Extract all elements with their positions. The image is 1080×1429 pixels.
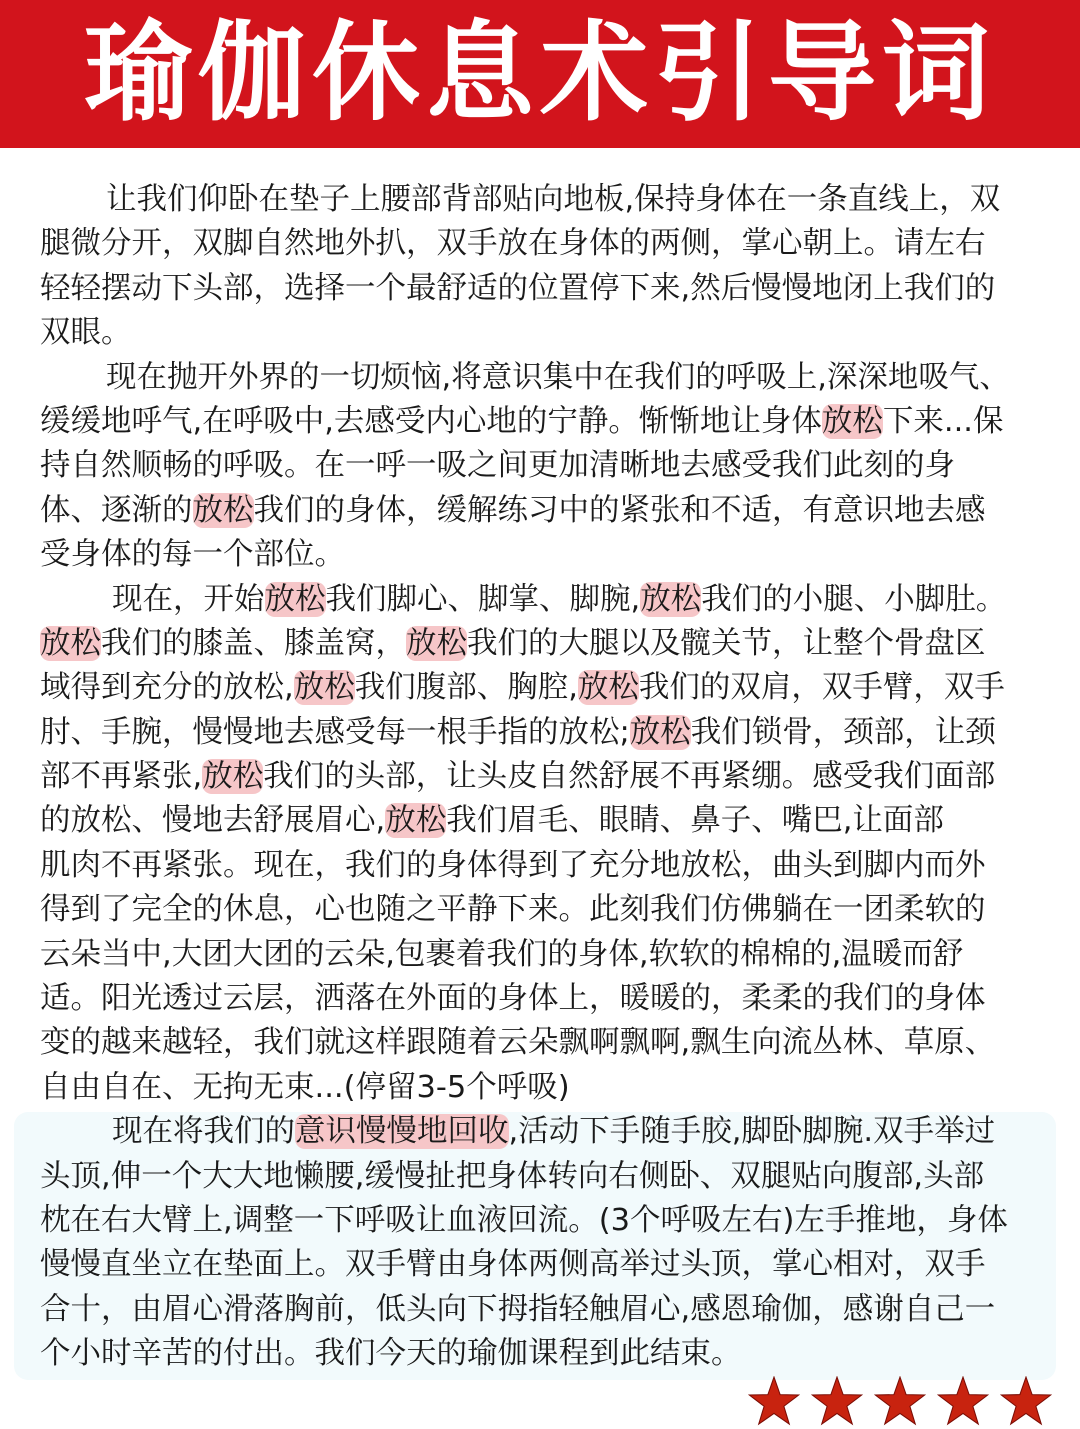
text-segment: 我们的小腿、小脚肚。 [701, 581, 1007, 617]
text-segment: 慢慢直坐立在垫面上。双手臂由身体两侧高举过头顶，掌心相对，双手 [40, 1247, 986, 1283]
paragraph-4-line [40, 1199, 1040, 1243]
paragraph-3-line [40, 622, 1040, 666]
star-icon [937, 1376, 989, 1428]
text-segment: 我们腹部、胸腔, [354, 670, 578, 706]
page-title: 瑜伽休息术引导词 [83, 11, 996, 136]
text-segment: 变的越来越轻，我们就这样跟随着云朵飘啊飘啊,飘生向流丛林、草原、 [40, 1025, 996, 1061]
paragraph-3-line [40, 578, 1040, 622]
text-segment: 我们的头部，让头皮自然舒展不再紧绷。感受我们面部 [263, 759, 996, 795]
star-icon [748, 1376, 800, 1428]
star-icon [811, 1376, 863, 1428]
text-segment: ,活动下手随手胶,脚卧脚腕.双手举过 [508, 1114, 996, 1150]
text-segment: 枕在右大臂上,调整一下呼吸让血液回流。(3个呼吸左右)左手推地，身体 [40, 1202, 1008, 1238]
paragraph-2-line [40, 356, 1040, 400]
paragraph-1-line [40, 222, 1040, 266]
text-segment: 我们锁骨，颈部，让颈 [690, 714, 996, 750]
text-segment: 缓缓地呼气,在呼吸中,去感受内心地的宁静。惭惭地让身体 [40, 403, 822, 439]
highlighted-phrase: 放松 [640, 581, 702, 617]
paragraph-3-line [40, 755, 1040, 799]
text-segment: 受身体的每一个部位。 [40, 537, 345, 573]
text-segment: 云朵当中,大团大团的云朵,包裹着我们的身体,软软的棉棉的,温暖而舒 [40, 936, 964, 972]
paragraph-4-line [40, 1155, 1040, 1199]
guided-text [40, 178, 1040, 1377]
text-segment: 我们脚心、脚掌、脚腕, [325, 581, 641, 617]
title-banner [0, 0, 1080, 148]
paragraph-3-line [40, 977, 1040, 1021]
text-segment: 的放松、慢地去舒展眉心, [40, 803, 386, 839]
highlighted-phrase: 放松 [192, 492, 254, 528]
paragraph-2-line [40, 400, 1040, 444]
text-segment: 合十，由眉心滑落胸前，低头向下拇指轻触眉心,感恩瑜伽，感谢自己一 [40, 1291, 996, 1327]
text-segment: 腿微分开，双脚自然地外扒，双手放在身体的两侧，掌心朝上。请左右 [40, 226, 986, 262]
text-segment: 我们的膝盖、膝盖窝， [101, 625, 406, 661]
paragraph-3-line [40, 1021, 1040, 1065]
highlighted-phrase: 放松 [40, 625, 101, 661]
highlighted-phrase: 放松 [293, 670, 355, 706]
text-segment: 适。阳光透过云层，洒落在外面的身体上，暖暖的，柔柔的我们的身体 [40, 981, 986, 1017]
text-segment: 双眼。 [40, 315, 132, 351]
text-segment: 现在抛开外界的一切烦恼,将意识集中在我们的呼吸上,深深地吸气、 [106, 359, 1010, 395]
paragraph-3-line [40, 666, 1040, 710]
text-segment: 体、逐渐的 [40, 492, 193, 528]
star-icon [874, 1376, 926, 1428]
text-segment: 自由自在、无拘无束...(停留3-5个呼吸) [40, 1069, 570, 1105]
paragraph-2-line [40, 533, 1040, 577]
text-segment: 肘、手腕，慢慢地去感受每一根手指的放松; [40, 714, 630, 750]
text-segment: 让我们仰卧在垫子上腰部背部贴向地板,保持身体在一条直线上，双 [106, 182, 1001, 217]
text-segment: 持自然顺畅的呼吸。在一呼一吸之间更加清晰地去感受我们此刻的身 [40, 448, 955, 484]
paragraph-3-line [40, 888, 1040, 932]
star-icon [1000, 1376, 1052, 1428]
highlighted-phrase: 放松 [406, 625, 467, 661]
text-segment: 部不再紧张, [40, 759, 203, 795]
text-segment: 域得到充分的放松, [40, 670, 294, 706]
highlighted-phrase: 放松 [385, 803, 447, 839]
text-segment: 我们的身体，缓解练习中的紧张和不适，有意识地去感 [253, 492, 986, 528]
text-segment: 我们的双肩，双手臂，双手 [638, 670, 1005, 706]
paragraph-3-line [40, 799, 1040, 843]
star-rating [748, 1376, 1052, 1428]
highlighted-phrase: 放松 [264, 581, 326, 617]
text-segment: 我们的大腿以及髋关节，让整个骨盘区 [467, 625, 986, 661]
text-segment: 现在将我们的 [112, 1114, 295, 1150]
paragraph-2-line [40, 444, 1040, 488]
text-segment: 下来...保 [882, 403, 1004, 439]
paragraph-3-line [40, 844, 1040, 888]
highlighted-phrase: 放松 [629, 714, 691, 750]
paragraph-1-line [40, 311, 1040, 355]
text-segment: 现在，开始 [112, 581, 265, 617]
highlighted-phrase: 放松 [821, 403, 883, 439]
paragraph-4-line [40, 1288, 1040, 1332]
paragraph-4-line [40, 1110, 1040, 1154]
highlighted-phrase: 意识慢慢地回收 [295, 1114, 509, 1150]
highlighted-phrase: 放松 [577, 670, 639, 706]
highlighted-phrase: 放松 [202, 759, 264, 795]
paragraph-4-line [40, 1243, 1040, 1287]
text-segment: 轻轻摆动下头部，选择一个最舒适的位置停下来,然后慢慢地闭上我们的 [40, 270, 996, 306]
text-segment: 个小时辛苦的付出。我们今天的瑜伽课程到此结束。 [40, 1336, 742, 1372]
paragraph-1-line [40, 178, 1040, 222]
paragraph-2-line [40, 489, 1040, 533]
text-segment: 我们眉毛、眼睛、鼻子、嘴巴,让面部 [446, 803, 944, 839]
paragraph-1-line [40, 267, 1040, 311]
text-segment: 头顶,伸一个大大地懒腰,缓慢扯把身体转向右侧卧、双腿贴向腹部,头部 [40, 1158, 985, 1194]
text-segment: 得到了完全的休息，心也随之平静下来。此刻我们仿佛躺在一团柔软的 [40, 892, 986, 928]
paragraph-4-line [40, 1332, 1040, 1376]
paragraph-3-line [40, 711, 1040, 755]
text-segment: 肌肉不再紧张。现在，我们的身体得到了充分地放松，曲头到脚内而外 [40, 847, 986, 883]
paragraph-3-line [40, 1066, 1040, 1110]
paragraph-3-line [40, 933, 1040, 977]
